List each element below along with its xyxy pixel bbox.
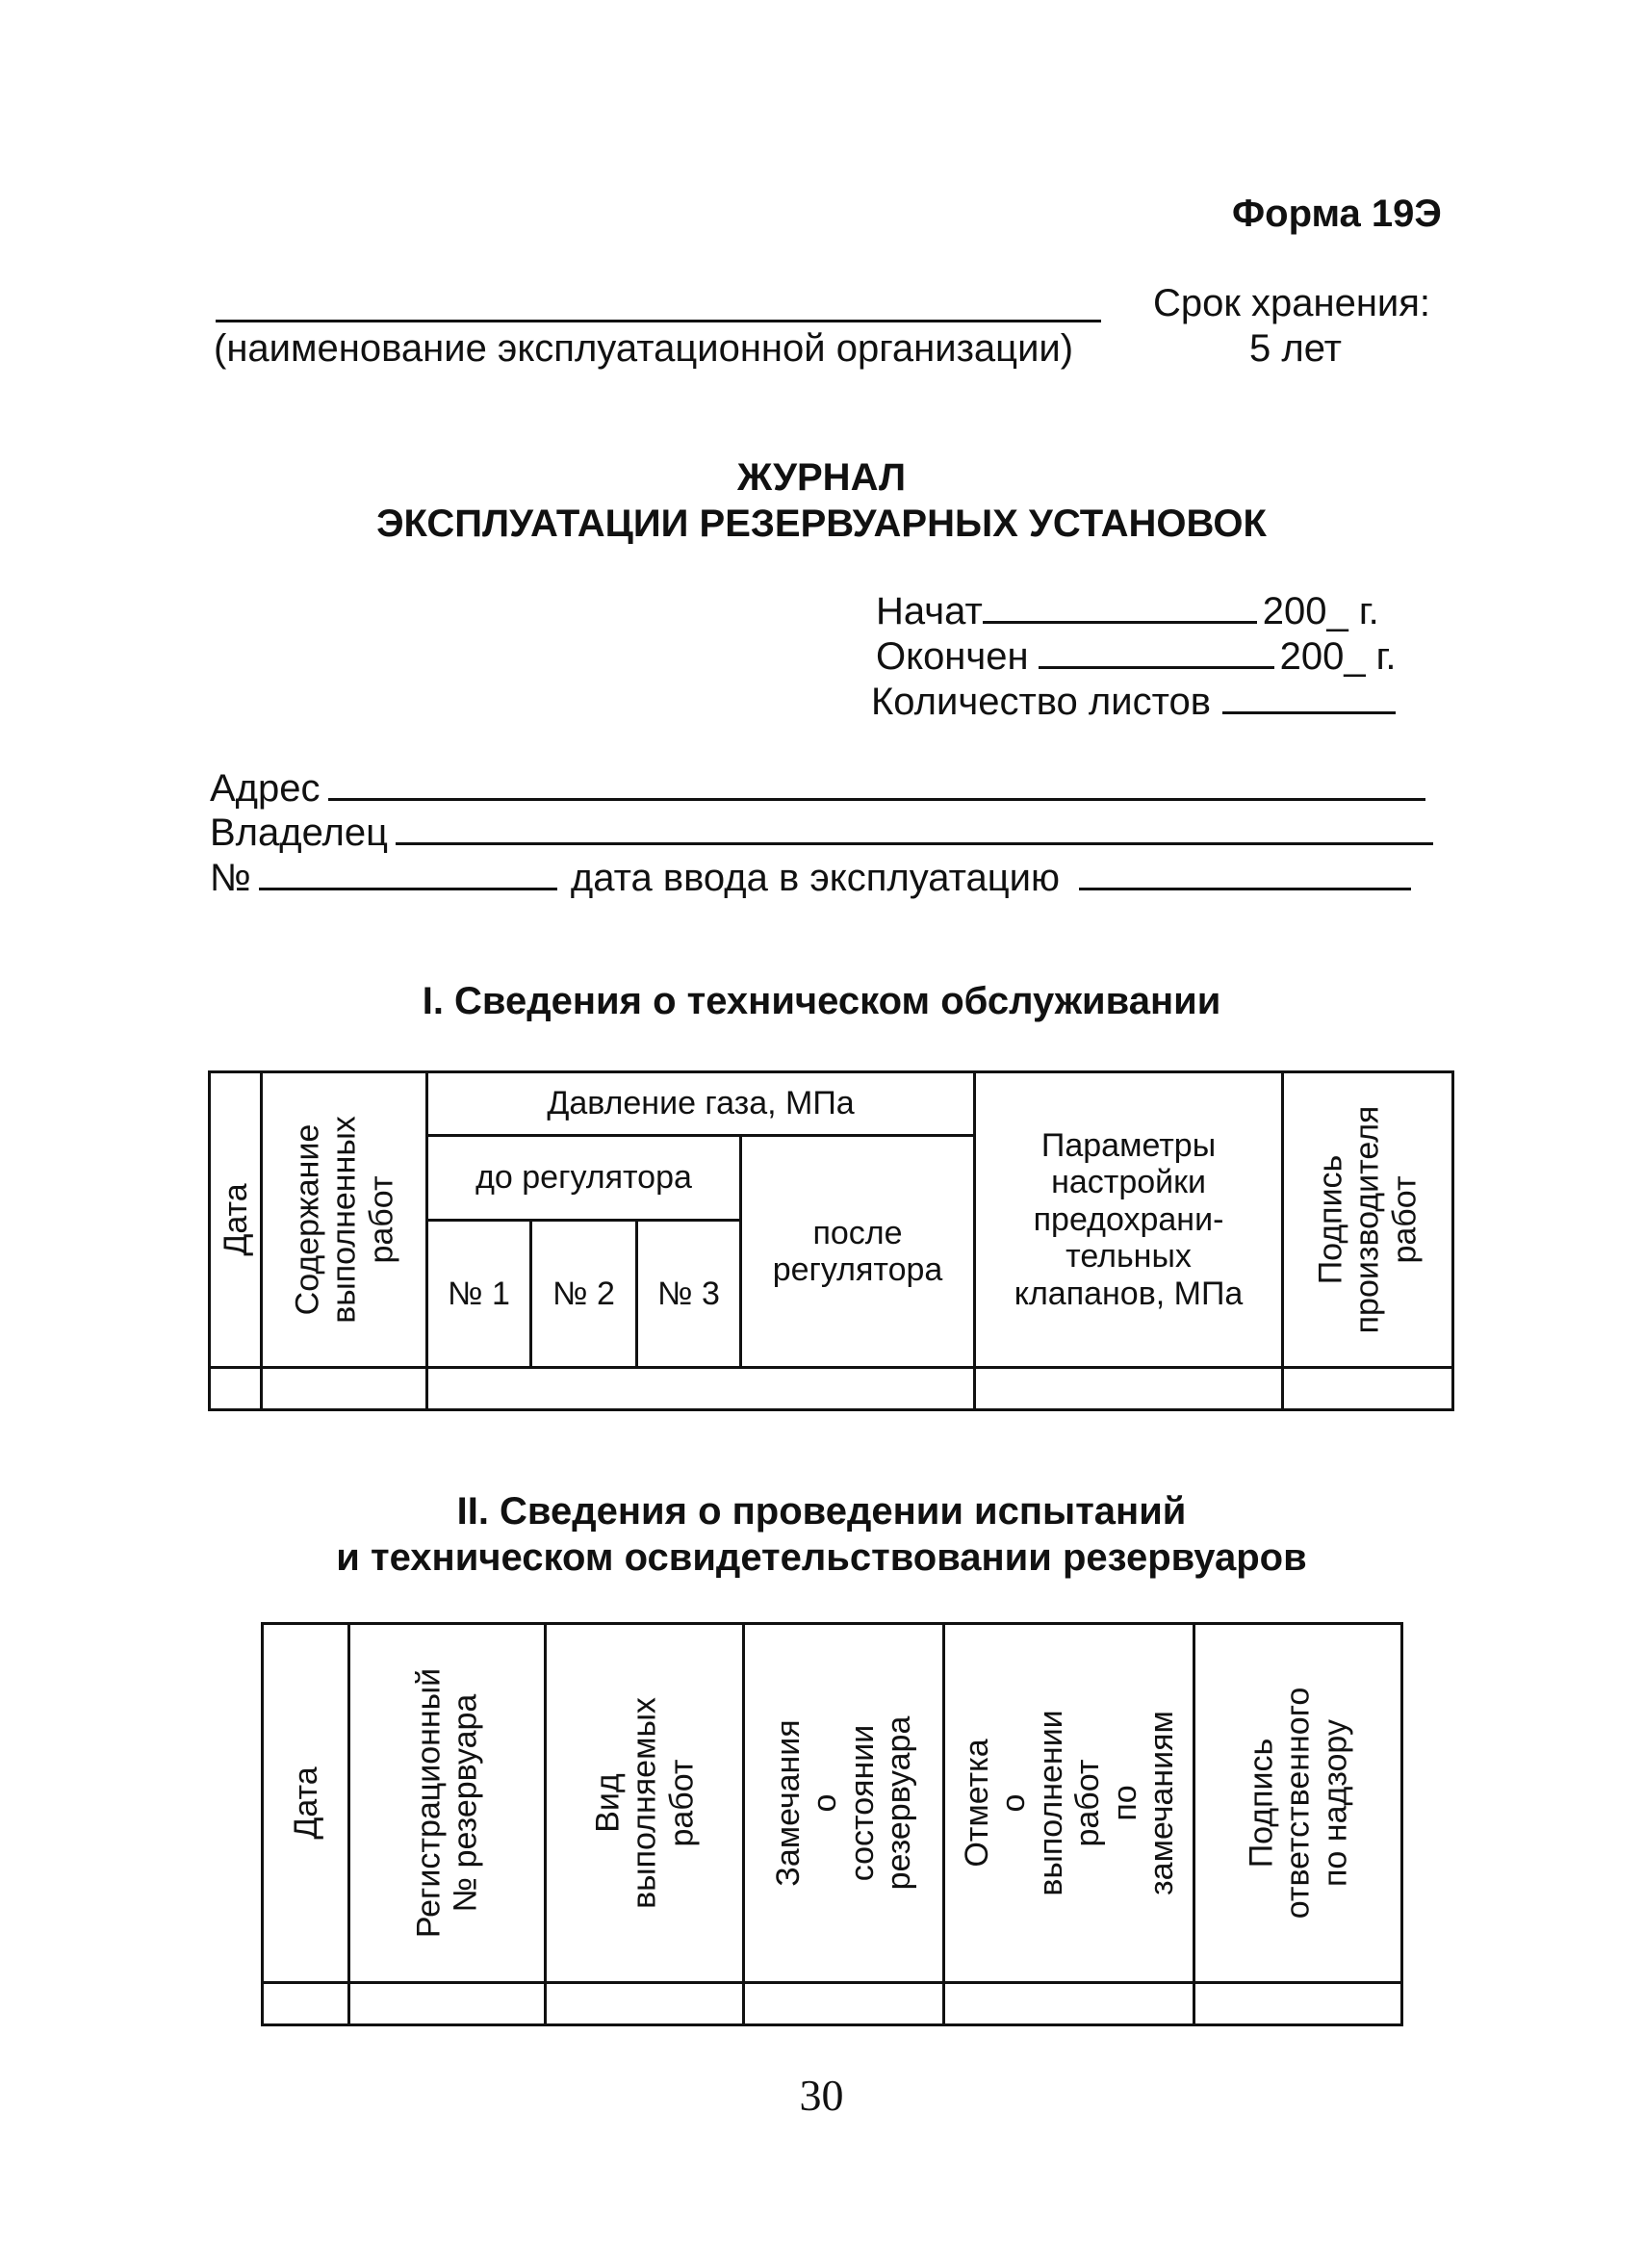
- inspection-table: [261, 1622, 1403, 2026]
- header-gas-pressure: Давление газа, МПа: [427, 1072, 975, 1136]
- started-year: 200_ г.: [1262, 590, 1379, 632]
- cell-valve-params[interactable]: [975, 1368, 1283, 1410]
- owner-label: Владелец: [210, 812, 389, 854]
- sheets-label: Количество листов: [871, 681, 1211, 723]
- commission-date-line[interactable]: [1079, 859, 1411, 890]
- organization-name-line[interactable]: [216, 320, 1101, 322]
- started-date-line[interactable]: [983, 592, 1257, 624]
- section2-title-line2: и техническом освидетельствовании резервуаров: [336, 1536, 1307, 1579]
- header-before-regulator: до регулятора: [427, 1136, 741, 1221]
- commission-date-label: дата ввода в эксплуатацию: [570, 857, 1060, 899]
- number-label: №: [210, 857, 251, 899]
- maintenance-table: [208, 1070, 1454, 1411]
- ended-row: [876, 635, 1397, 679]
- cell-supervisor-signature[interactable]: [1194, 1982, 1402, 2024]
- ended-year: 200_ г.: [1279, 635, 1397, 678]
- header-after-regulator: после регулятора: [741, 1136, 975, 1368]
- cell-work-content[interactable]: [262, 1368, 427, 1410]
- header-date: Дата: [210, 1072, 262, 1368]
- table-row: [263, 1982, 1402, 2024]
- section2-title-line1: II. Сведения о проведении испытаний: [456, 1490, 1187, 1533]
- header-completion-mark: Отметка о выполнении работ по замечаниям: [944, 1624, 1194, 1983]
- header-supervisor-signature: Подпись ответственного по надзору: [1194, 1624, 1402, 1983]
- ended-date-line[interactable]: [1039, 637, 1274, 669]
- header-work-content: Содержание выполненных работ: [262, 1072, 427, 1368]
- retention-label: Срок хранения:: [1153, 282, 1431, 324]
- address-row: [210, 767, 1425, 811]
- journal-subtitle: ЭКСПЛУАТАЦИИ РЕЗЕРВУАРНЫХ УСТАНОВОК: [376, 503, 1267, 545]
- ended-label: Окончен: [876, 635, 1029, 678]
- owner-line[interactable]: [396, 813, 1433, 845]
- cell-reg-number[interactable]: [349, 1982, 546, 2024]
- cell-date[interactable]: [210, 1368, 262, 1410]
- page-number: 30: [799, 2071, 844, 2120]
- retention-value: 5 лет: [1249, 327, 1342, 370]
- address-label: Адрес: [210, 767, 321, 810]
- header-no2: № 2: [531, 1221, 637, 1368]
- cell-signature[interactable]: [1283, 1368, 1453, 1410]
- table-row: [210, 1368, 1453, 1410]
- header-date: Дата: [263, 1624, 349, 1983]
- form-number: Форма 19Э: [1232, 193, 1442, 235]
- header-reg-number: Регистрационный № резервуара: [349, 1624, 546, 1983]
- journal-title: ЖУРНАЛ: [736, 456, 907, 499]
- header-no3: № 3: [637, 1221, 741, 1368]
- sheets-count-line[interactable]: [1222, 683, 1396, 714]
- number-row: [210, 857, 1411, 900]
- owner-row: [210, 812, 1433, 855]
- number-line[interactable]: [259, 859, 557, 890]
- sheets-row: [871, 681, 1396, 724]
- cell-remarks[interactable]: [744, 1982, 944, 2024]
- started-row: [876, 590, 1379, 633]
- started-label: Начат: [876, 590, 983, 632]
- header-remarks: Замечания о состоянии резервуара: [744, 1624, 944, 1983]
- header-no1: № 1: [427, 1221, 531, 1368]
- section1-title: I. Сведения о техническом обслуживании: [422, 980, 1221, 1022]
- cell-gas-pressure[interactable]: [427, 1368, 975, 1410]
- header-signature: Подпись производителя работ: [1283, 1072, 1453, 1368]
- cell-work-type[interactable]: [546, 1982, 744, 2024]
- cell-date[interactable]: [263, 1982, 349, 2024]
- address-line[interactable]: [328, 769, 1425, 801]
- organization-caption: (наименование эксплуатационной организации): [214, 327, 1074, 370]
- header-valve-params: Параметры настройки предохрани- тельных клапанов, МПа: [975, 1072, 1283, 1368]
- header-work-type: Вид выполняемых работ: [546, 1624, 744, 1983]
- cell-completion-mark[interactable]: [944, 1982, 1194, 2024]
